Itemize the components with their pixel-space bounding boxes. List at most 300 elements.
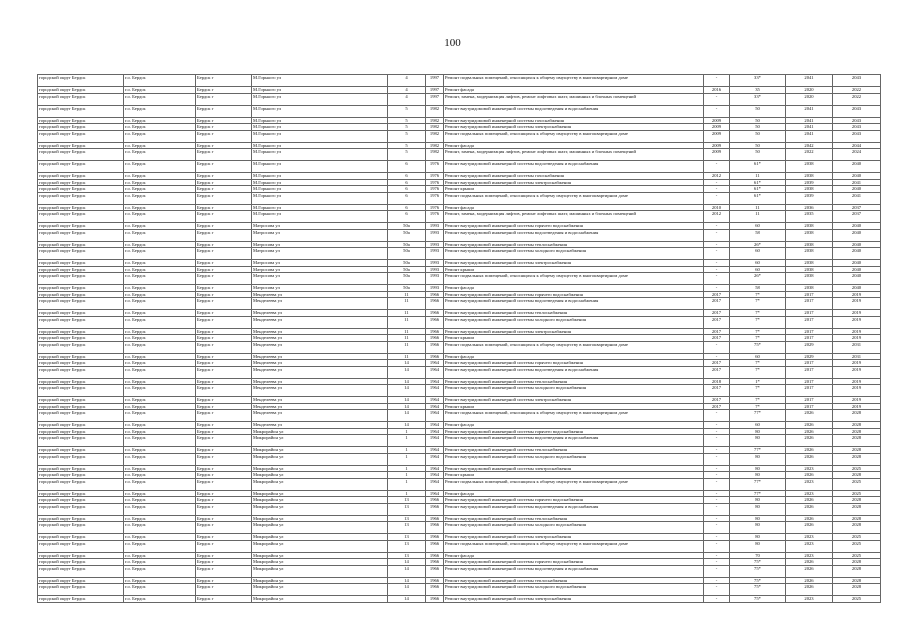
table-cell: 77* bbox=[730, 410, 786, 422]
table-cell: Бердск г bbox=[196, 142, 252, 149]
table-cell: Менделеева ул bbox=[252, 385, 388, 397]
table-row bbox=[38, 478, 881, 490]
table-cell: 7* bbox=[730, 328, 786, 335]
table-cell: г.о. Бердск bbox=[124, 223, 196, 230]
table-cell: Микрорайон ул bbox=[252, 552, 388, 559]
table-cell: - bbox=[704, 497, 730, 504]
table-cell: М.Горького ул bbox=[252, 161, 388, 173]
table-cell: - bbox=[704, 229, 730, 241]
table-cell: Бердск г bbox=[196, 298, 252, 310]
table-cell: 2035 bbox=[786, 211, 833, 223]
table-cell: 2040 bbox=[833, 266, 881, 273]
table-cell: 2041 bbox=[833, 179, 881, 186]
table-cell: г.о. Бердск bbox=[124, 552, 196, 559]
table-cell: 2022 bbox=[833, 93, 881, 105]
table-cell: г.о. Бердск bbox=[124, 285, 196, 292]
table-cell: 1966 bbox=[426, 596, 444, 603]
table-cell: Ремонт подвальных помещений, относящихся к общему имуществу в многоквартирном доме bbox=[444, 75, 704, 87]
table-cell: 6 bbox=[388, 186, 426, 193]
table-cell: Ремонт внутридомовой инженерной системы водоотведения и водоснабжения bbox=[444, 503, 704, 515]
table-cell: Микрорайон ул bbox=[252, 515, 388, 522]
table-cell: 1993 bbox=[426, 285, 444, 292]
table-cell: Бердск г bbox=[196, 472, 252, 479]
table-cell: 60 bbox=[730, 353, 786, 360]
table-cell: 14 bbox=[388, 559, 426, 566]
table-cell: Менделеева ул bbox=[252, 341, 388, 353]
table-cell: городской округ Бердск bbox=[38, 577, 124, 584]
table-cell: г.о. Бердск bbox=[124, 328, 196, 335]
table-cell: 77* bbox=[730, 490, 786, 497]
table-cell: Микрорайон ул bbox=[252, 503, 388, 515]
table-cell: г.о. Бердск bbox=[124, 161, 196, 173]
table-cell: городской округ Бердск bbox=[38, 173, 124, 180]
table-cell: Менделеева ул bbox=[252, 298, 388, 310]
table-cell: 2025 bbox=[833, 596, 881, 603]
table-cell: городской округ Бердск bbox=[38, 142, 124, 149]
table-cell: - bbox=[704, 410, 730, 422]
table-cell: 2038 bbox=[786, 241, 833, 248]
table-cell: 1966 bbox=[426, 298, 444, 310]
table-cell: г.о. Бердск bbox=[124, 577, 196, 584]
table-cell: 1966 bbox=[426, 552, 444, 559]
table-cell: М.Горького ул bbox=[252, 173, 388, 180]
table-cell: г.о. Бердск bbox=[124, 559, 196, 566]
table-cell: 2017 bbox=[704, 366, 730, 378]
table-cell: Ремонт внутридомовой инженерной системы водоотведения и водоснабжения bbox=[444, 229, 704, 241]
table-cell: 1976 bbox=[426, 192, 444, 204]
table-cell: 2024 bbox=[833, 149, 881, 161]
table-cell: 2012 bbox=[704, 211, 730, 223]
table-cell: городской округ Бердск bbox=[38, 229, 124, 241]
table-cell: Микрорайон ул bbox=[252, 447, 388, 454]
table-cell: городской округ Бердск bbox=[38, 130, 124, 142]
table-cell: городской округ Бердск bbox=[38, 161, 124, 173]
table-cell: 1964 bbox=[426, 428, 444, 435]
table-cell: Ремонт внутридомовой инженерной системы теплоснабжения bbox=[444, 378, 704, 385]
table-cell: 13 bbox=[388, 515, 426, 522]
table-cell: г.о. Бердск bbox=[124, 316, 196, 328]
table-cell: - bbox=[704, 552, 730, 559]
table-cell: Микрорайон ул bbox=[252, 522, 388, 534]
table-cell: - bbox=[704, 428, 730, 435]
table-cell: Ремонт внутридомовой инженерной системы водоотведения и водоснабжения bbox=[444, 435, 704, 447]
table-cell: г.о. Бердск bbox=[124, 241, 196, 248]
table-cell: Ремонт внутридомовой инженерной системы горячего водоснабжения bbox=[444, 223, 704, 230]
table-cell: 5 bbox=[388, 142, 426, 149]
table-cell: 80 bbox=[730, 435, 786, 447]
table-cell: Матросова ул bbox=[252, 229, 388, 241]
table-cell: г.о. Бердск bbox=[124, 93, 196, 105]
table-cell: Ремонт внутридомовой инженерной системы холодного водоснабжения bbox=[444, 584, 704, 596]
table-cell: 11 bbox=[388, 316, 426, 328]
repair-schedule-table bbox=[37, 74, 881, 603]
table-cell: 2028 bbox=[833, 422, 881, 429]
table-row bbox=[38, 273, 881, 285]
table-cell: 2028 bbox=[833, 565, 881, 577]
table-cell: 1966 bbox=[426, 497, 444, 504]
table-cell: 58 bbox=[730, 285, 786, 292]
table-cell: 1966 bbox=[426, 534, 444, 541]
table-cell: городской округ Бердск bbox=[38, 385, 124, 397]
table-cell: 2023 bbox=[786, 534, 833, 541]
table-cell: 2019 bbox=[833, 310, 881, 317]
table-row bbox=[38, 93, 881, 105]
table-cell: 5 bbox=[388, 105, 426, 117]
table-cell: Бердск г bbox=[196, 341, 252, 353]
table-cell: 14 bbox=[388, 366, 426, 378]
table-cell: 2019 bbox=[833, 291, 881, 298]
table-cell: 2038 bbox=[786, 223, 833, 230]
table-cell: Бердск г bbox=[196, 87, 252, 94]
table-cell: 2020 bbox=[786, 87, 833, 94]
table-cell: г.о. Бердск bbox=[124, 596, 196, 603]
table-cell: г.о. Бердск bbox=[124, 105, 196, 117]
table-cell: Микрорайон ул bbox=[252, 596, 388, 603]
table-cell: Ремонт внутридомовой инженерной системы теплоснабжения bbox=[444, 310, 704, 317]
table-cell: Ремонт внутридомовой инженерной системы электроснабжения bbox=[444, 124, 704, 131]
table-cell: 2040 bbox=[833, 273, 881, 285]
table-cell: Бердск г bbox=[196, 534, 252, 541]
table-cell: Бердск г bbox=[196, 124, 252, 131]
table-cell: М.Горького ул bbox=[252, 204, 388, 211]
table-cell: г.о. Бердск bbox=[124, 248, 196, 260]
table-cell: Бердск г bbox=[196, 75, 252, 87]
table-cell: 2017 bbox=[786, 397, 833, 404]
table-cell: городской округ Бердск bbox=[38, 465, 124, 472]
table-cell: г.о. Бердск bbox=[124, 266, 196, 273]
table-cell: Бердск г bbox=[196, 179, 252, 186]
table-cell: городской округ Бердск bbox=[38, 447, 124, 454]
table-cell: 2029 bbox=[786, 341, 833, 353]
table-cell: 58 bbox=[730, 229, 786, 241]
table-cell: 1993 bbox=[426, 229, 444, 241]
table-cell: 2010 bbox=[704, 204, 730, 211]
table-cell: городской округ Бердск bbox=[38, 596, 124, 603]
table-cell: - bbox=[704, 223, 730, 230]
table-cell: городской округ Бердск bbox=[38, 540, 124, 552]
table-cell: г.о. Бердск bbox=[124, 453, 196, 465]
table-cell: 7* bbox=[730, 310, 786, 317]
table-cell: 2028 bbox=[833, 515, 881, 522]
table-cell: городской округ Бердск bbox=[38, 453, 124, 465]
table-cell: 6 bbox=[388, 161, 426, 173]
table-row bbox=[38, 522, 881, 534]
table-cell: 2040 bbox=[833, 241, 881, 248]
table-cell: 1993 bbox=[426, 248, 444, 260]
table-cell: Бердск г bbox=[196, 149, 252, 161]
table-cell: 2028 bbox=[833, 559, 881, 566]
table-cell: Бердск г bbox=[196, 397, 252, 404]
table-row bbox=[38, 105, 881, 117]
table-row bbox=[38, 130, 881, 142]
table-cell: 2029 bbox=[786, 353, 833, 360]
table-cell: 1982 bbox=[426, 105, 444, 117]
table-cell: 14 bbox=[388, 360, 426, 367]
table-cell: 1966 bbox=[426, 515, 444, 522]
table-cell: Бердск г bbox=[196, 596, 252, 603]
table-cell: Ремонт, замена, модернизация лифтов, ремонт лифтовых шахт, машинных и блочных помещений bbox=[444, 93, 704, 105]
table-row bbox=[38, 540, 881, 552]
table-cell: г.о. Бердск bbox=[124, 291, 196, 298]
table-cell: 13 bbox=[388, 503, 426, 515]
table-cell: 2026 bbox=[786, 422, 833, 429]
table-cell: М.Горького ул bbox=[252, 186, 388, 193]
table-row bbox=[38, 565, 881, 577]
table-cell: городской округ Бердск bbox=[38, 378, 124, 385]
table-cell: Менделеева ул bbox=[252, 310, 388, 317]
table-cell: 2017 bbox=[786, 385, 833, 397]
table-cell: г.о. Бердск bbox=[124, 353, 196, 360]
table-cell: городской округ Бердск bbox=[38, 105, 124, 117]
table-cell: 1982 bbox=[426, 142, 444, 149]
table-cell: Ремонт внутридомовой инженерной системы холодного водоснабжения bbox=[444, 453, 704, 465]
table-cell: Бердск г bbox=[196, 93, 252, 105]
table-cell: 80 bbox=[730, 522, 786, 534]
table-cell: 2037 bbox=[833, 211, 881, 223]
table-cell: 50а bbox=[388, 223, 426, 230]
table-cell: городской округ Бердск bbox=[38, 360, 124, 367]
table-cell: - bbox=[704, 490, 730, 497]
table-cell: Микрорайон ул bbox=[252, 490, 388, 497]
table-cell: 1993 bbox=[426, 260, 444, 267]
table-cell: 2019 bbox=[833, 298, 881, 310]
table-cell: 1966 bbox=[426, 335, 444, 342]
table-cell: 2017 bbox=[704, 385, 730, 397]
table-cell: Менделеева ул bbox=[252, 328, 388, 335]
table-cell: 2041 bbox=[786, 105, 833, 117]
table-cell: 2043 bbox=[833, 75, 881, 87]
table-cell: городской округ Бердск bbox=[38, 534, 124, 541]
table-cell: 11 bbox=[388, 310, 426, 317]
table-cell: городской округ Бердск bbox=[38, 285, 124, 292]
table-cell: городской округ Бердск bbox=[38, 291, 124, 298]
table-cell: 1982 bbox=[426, 149, 444, 161]
table-cell: 1976 bbox=[426, 179, 444, 186]
table-row bbox=[38, 192, 881, 204]
table-cell: - bbox=[704, 341, 730, 353]
table-cell: г.о. Бердск bbox=[124, 472, 196, 479]
table-cell: городской округ Бердск bbox=[38, 584, 124, 596]
table-cell: 2040 bbox=[833, 186, 881, 193]
table-cell: 2017 bbox=[786, 328, 833, 335]
table-cell: Ремонт внутридомовой инженерной системы газоснабжения bbox=[444, 173, 704, 180]
table-cell: 2040 bbox=[833, 161, 881, 173]
table-cell: 50 bbox=[730, 117, 786, 124]
table-cell: Микрорайон ул bbox=[252, 565, 388, 577]
table-cell: городской округ Бердск bbox=[38, 515, 124, 522]
table-cell: Бердск г bbox=[196, 248, 252, 260]
table-cell: 50 bbox=[730, 124, 786, 131]
table-cell: г.о. Бердск bbox=[124, 435, 196, 447]
table-cell: 1 bbox=[388, 465, 426, 472]
table-cell: городской округ Бердск bbox=[38, 522, 124, 534]
table-cell: 2025 bbox=[833, 465, 881, 472]
table-cell: городской округ Бердск bbox=[38, 204, 124, 211]
table-cell: 2039 bbox=[786, 192, 833, 204]
table-cell: 1966 bbox=[426, 584, 444, 596]
table-cell: городской округ Бердск bbox=[38, 552, 124, 559]
table-cell: - bbox=[704, 353, 730, 360]
table-cell: 2017 bbox=[786, 316, 833, 328]
table-cell: - bbox=[704, 453, 730, 465]
table-cell: 80 bbox=[730, 453, 786, 465]
table-row bbox=[38, 596, 881, 603]
table-row bbox=[38, 149, 881, 161]
table-cell: 61* bbox=[730, 161, 786, 173]
table-cell: Бердск г bbox=[196, 366, 252, 378]
table-cell: 5 bbox=[388, 117, 426, 124]
table-cell: Бердск г bbox=[196, 522, 252, 534]
table-cell: Ремонт фасада bbox=[444, 353, 704, 360]
table-cell: г.о. Бердск bbox=[124, 211, 196, 223]
table-cell: - bbox=[704, 186, 730, 193]
table-cell: г.о. Бердск bbox=[124, 410, 196, 422]
table-cell: 1966 bbox=[426, 316, 444, 328]
table-row bbox=[38, 385, 881, 397]
table-cell: городской округ Бердск bbox=[38, 410, 124, 422]
table-cell: 2026 bbox=[786, 503, 833, 515]
table-cell: городской округ Бердск bbox=[38, 87, 124, 94]
table-cell: 60 bbox=[730, 223, 786, 230]
table-cell: 11 bbox=[388, 298, 426, 310]
table-cell: 1976 bbox=[426, 186, 444, 193]
table-cell: 2040 bbox=[833, 223, 881, 230]
table-cell: 1 bbox=[388, 428, 426, 435]
table-cell: городской округ Бердск bbox=[38, 260, 124, 267]
table-cell: 13 bbox=[388, 552, 426, 559]
table-cell: 2031 bbox=[833, 353, 881, 360]
table-cell: - bbox=[704, 93, 730, 105]
table-cell: 14 bbox=[388, 410, 426, 422]
table-cell: г.о. Бердск bbox=[124, 522, 196, 534]
table-cell: Ремонт внутридомовой инженерной системы холодного водоснабжения bbox=[444, 248, 704, 260]
table-cell: г.о. Бердск bbox=[124, 204, 196, 211]
table-cell: Бердск г bbox=[196, 447, 252, 454]
table-cell: 2019 bbox=[833, 360, 881, 367]
table-cell: 2009 bbox=[704, 130, 730, 142]
table-cell: - bbox=[704, 534, 730, 541]
table-cell: 2044 bbox=[833, 142, 881, 149]
table-row bbox=[38, 341, 881, 353]
table-cell: 2026 bbox=[786, 515, 833, 522]
table-cell: 2026 bbox=[786, 435, 833, 447]
table-cell: 2017 bbox=[786, 378, 833, 385]
table-cell: г.о. Бердск bbox=[124, 260, 196, 267]
table-cell: 2022 bbox=[833, 87, 881, 94]
table-cell: М.Горького ул bbox=[252, 124, 388, 131]
table-cell: 2041 bbox=[833, 192, 881, 204]
table-cell: Ремонт внутридомовой инженерной системы водоотведения и водоснабжения bbox=[444, 161, 704, 173]
table-cell: Ремонт внутридомовой инженерной системы водоотведения и водоснабжения bbox=[444, 565, 704, 577]
table-cell: 13 bbox=[388, 540, 426, 552]
table-cell: Ремонт внутридомовой инженерной системы электроснабжения bbox=[444, 260, 704, 267]
table-cell: Ремонт внутридомовой инженерной системы водоотведения и водоснабжения bbox=[444, 105, 704, 117]
table-cell: Микрорайон ул bbox=[252, 534, 388, 541]
table-cell: 80 bbox=[730, 503, 786, 515]
table-cell: 26* bbox=[730, 273, 786, 285]
table-cell: 2012 bbox=[704, 173, 730, 180]
table-cell: 2019 bbox=[833, 378, 881, 385]
table-cell: Менделеева ул bbox=[252, 422, 388, 429]
table-cell: 14 bbox=[388, 422, 426, 429]
table-cell: г.о. Бердск bbox=[124, 117, 196, 124]
table-cell: 7* bbox=[730, 385, 786, 397]
table-cell: г.о. Бердск bbox=[124, 565, 196, 577]
table-cell: М.Горького ул bbox=[252, 117, 388, 124]
table-cell: 7* bbox=[730, 316, 786, 328]
table-cell: 2041 bbox=[786, 75, 833, 87]
table-cell: Ремонт крыши bbox=[444, 186, 704, 193]
table-cell: Бердск г bbox=[196, 497, 252, 504]
table-cell: 2018 bbox=[704, 378, 730, 385]
table-cell: 2026 bbox=[786, 577, 833, 584]
table-cell: городской округ Бердск bbox=[38, 316, 124, 328]
table-cell: г.о. Бердск bbox=[124, 229, 196, 241]
table-cell: 1993 bbox=[426, 241, 444, 248]
table-cell: городской округ Бердск bbox=[38, 472, 124, 479]
table-cell: 1966 bbox=[426, 341, 444, 353]
table-cell: 6 bbox=[388, 192, 426, 204]
table-cell: Матросова ул bbox=[252, 241, 388, 248]
table-cell: 1982 bbox=[426, 124, 444, 131]
table-cell: г.о. Бердск bbox=[124, 465, 196, 472]
table-cell: Микрорайон ул bbox=[252, 497, 388, 504]
table-cell: 1982 bbox=[426, 130, 444, 142]
table-row bbox=[38, 248, 881, 260]
table-cell: 13 bbox=[388, 534, 426, 541]
table-cell: 2043 bbox=[833, 130, 881, 142]
table-cell: г.о. Бердск bbox=[124, 310, 196, 317]
table-cell: 2023 bbox=[786, 478, 833, 490]
table-cell: 2038 bbox=[786, 273, 833, 285]
table-cell: 50а bbox=[388, 266, 426, 273]
table-cell: 7* bbox=[730, 291, 786, 298]
table-cell: г.о. Бердск bbox=[124, 130, 196, 142]
table-cell: г.о. Бердск bbox=[124, 503, 196, 515]
table-body bbox=[38, 75, 881, 603]
table-cell: 75* bbox=[730, 559, 786, 566]
table-cell: г.о. Бердск bbox=[124, 584, 196, 596]
table-cell: 50 bbox=[730, 130, 786, 142]
table-cell: 2028 bbox=[833, 410, 881, 422]
table-cell: Бердск г bbox=[196, 378, 252, 385]
table-cell: 6 bbox=[388, 204, 426, 211]
table-cell: Бердск г bbox=[196, 266, 252, 273]
table-cell: Менделеева ул bbox=[252, 360, 388, 367]
table-cell: 60 bbox=[730, 422, 786, 429]
table-cell: 11 bbox=[388, 341, 426, 353]
table-cell: Бердск г bbox=[196, 161, 252, 173]
table-cell: 1964 bbox=[426, 397, 444, 404]
table-cell: 11 bbox=[388, 353, 426, 360]
table-cell: г.о. Бердск bbox=[124, 497, 196, 504]
table-cell: Ремонт внутридомовой инженерной системы горячего водоснабжения bbox=[444, 428, 704, 435]
table-cell: 1964 bbox=[426, 360, 444, 367]
table-cell: 2041 bbox=[786, 130, 833, 142]
table-cell: Микрорайон ул bbox=[252, 577, 388, 584]
table-cell: 7* bbox=[730, 360, 786, 367]
table-cell: городской округ Бердск bbox=[38, 186, 124, 193]
table-cell: 2038 bbox=[786, 186, 833, 193]
table-cell: Бердск г bbox=[196, 503, 252, 515]
table-cell: г.о. Бердск bbox=[124, 385, 196, 397]
table-cell: 2026 bbox=[786, 522, 833, 534]
table-cell: Бердск г bbox=[196, 478, 252, 490]
table-cell: городской округ Бердск bbox=[38, 565, 124, 577]
table-cell: Бердск г bbox=[196, 328, 252, 335]
table-cell: 1976 bbox=[426, 204, 444, 211]
table-cell: 1966 bbox=[426, 540, 444, 552]
